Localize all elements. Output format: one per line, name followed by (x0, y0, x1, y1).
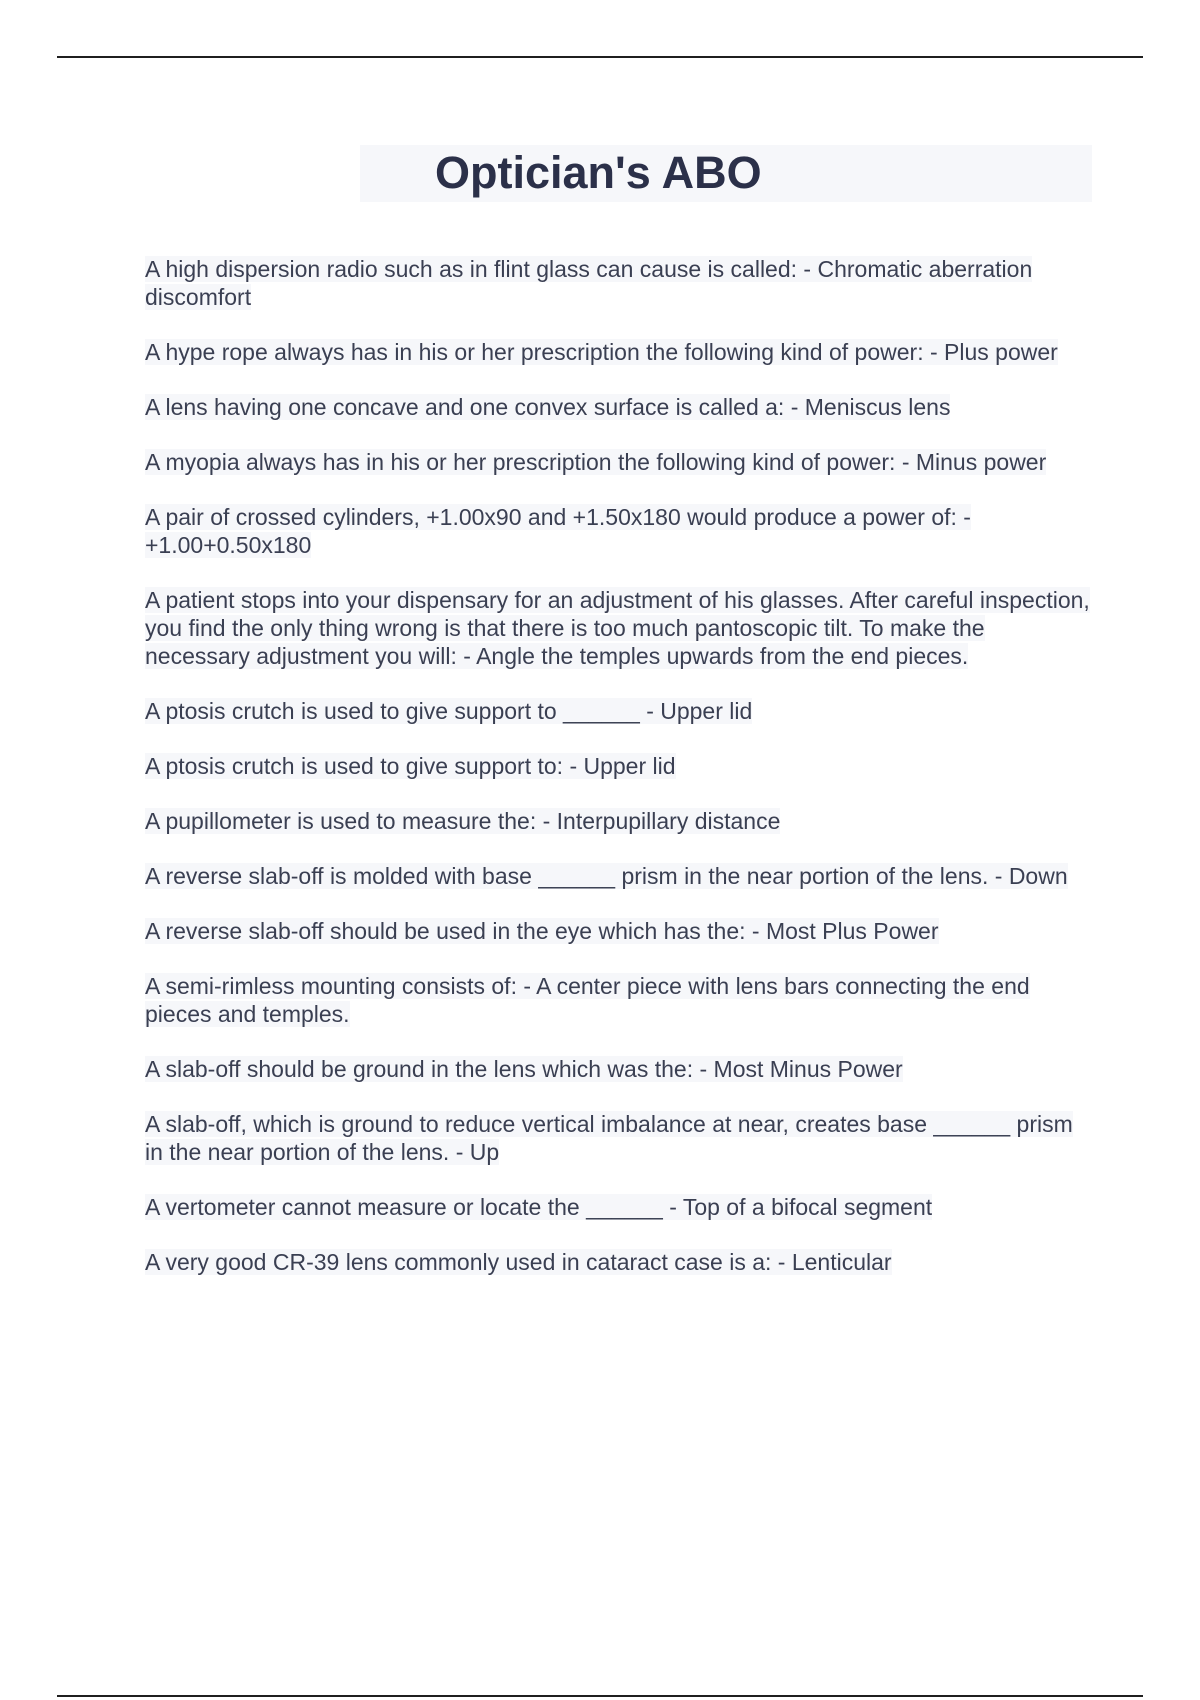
qa-text: A high dispersion radio such as in flint glass can cause is called: - Chromatic aberration discomfort (145, 256, 1033, 310)
qa-item (145, 1248, 1090, 1276)
qa-list (145, 255, 1090, 1303)
qa-text: A ptosis crutch is used to give support to ______ - Upper lid (145, 698, 753, 724)
qa-text: A hype rope always has in his or her prescription the following kind of power: - Plus power (145, 339, 1058, 365)
qa-item (145, 338, 1090, 366)
qa-text: A pair of crossed cylinders, +1.00x90 and +1.50x180 would produce a power of: - +1.00+0.50x180 (145, 504, 971, 558)
bottom-rule (57, 1695, 1143, 1697)
qa-item (145, 1055, 1090, 1083)
qa-item (145, 448, 1090, 476)
qa-text: A slab-off should be ground in the lens which was the: - Most Minus Power (145, 1056, 903, 1082)
qa-text: A lens having one concave and one convex surface is called a: - Meniscus lens (145, 394, 951, 420)
page-title: Optician's ABO (435, 147, 762, 198)
qa-text: A patient stops into your dispensary for an adjustment of his glasses. After careful inspection, you find the only thing wrong is that there is too much pantoscopic tilt. To make the necessary adjustment you will: - Angle the temples upwards from the end pieces. (145, 587, 1090, 669)
top-rule (57, 56, 1143, 58)
qa-item (145, 697, 1090, 725)
qa-item (145, 503, 1090, 559)
qa-text: A ptosis crutch is used to give support to: - Upper lid (145, 753, 676, 779)
qa-item (145, 862, 1090, 890)
qa-item (145, 807, 1090, 835)
qa-item (145, 1193, 1090, 1221)
qa-item (145, 917, 1090, 945)
qa-item (145, 752, 1090, 780)
qa-item (145, 393, 1090, 421)
qa-item (145, 586, 1090, 670)
qa-text: A vertometer cannot measure or locate the ______ - Top of a bifocal segment (145, 1194, 933, 1220)
qa-text: A myopia always has in his or her prescription the following kind of power: - Minus power (145, 449, 1047, 475)
qa-text: A reverse slab-off should be used in the eye which has the: - Most Plus Power (145, 918, 939, 944)
qa-item (145, 255, 1090, 311)
qa-item (145, 972, 1090, 1028)
qa-text: A reverse slab-off is molded with base ______ prism in the near portion of the lens. - Down (145, 863, 1068, 889)
qa-text: A very good CR-39 lens commonly used in cataract case is a: - Lenticular (145, 1249, 892, 1275)
qa-text: A semi-rimless mounting consists of: - A center piece with lens bars connecting the end pieces and temples. (145, 973, 1030, 1027)
qa-text: A slab-off, which is ground to reduce vertical imbalance at near, creates base ______ prism in the near portion of the lens. - Up (145, 1111, 1073, 1165)
qa-text: A pupillometer is used to measure the: - Interpupillary distance (145, 808, 781, 834)
qa-item (145, 1110, 1090, 1166)
